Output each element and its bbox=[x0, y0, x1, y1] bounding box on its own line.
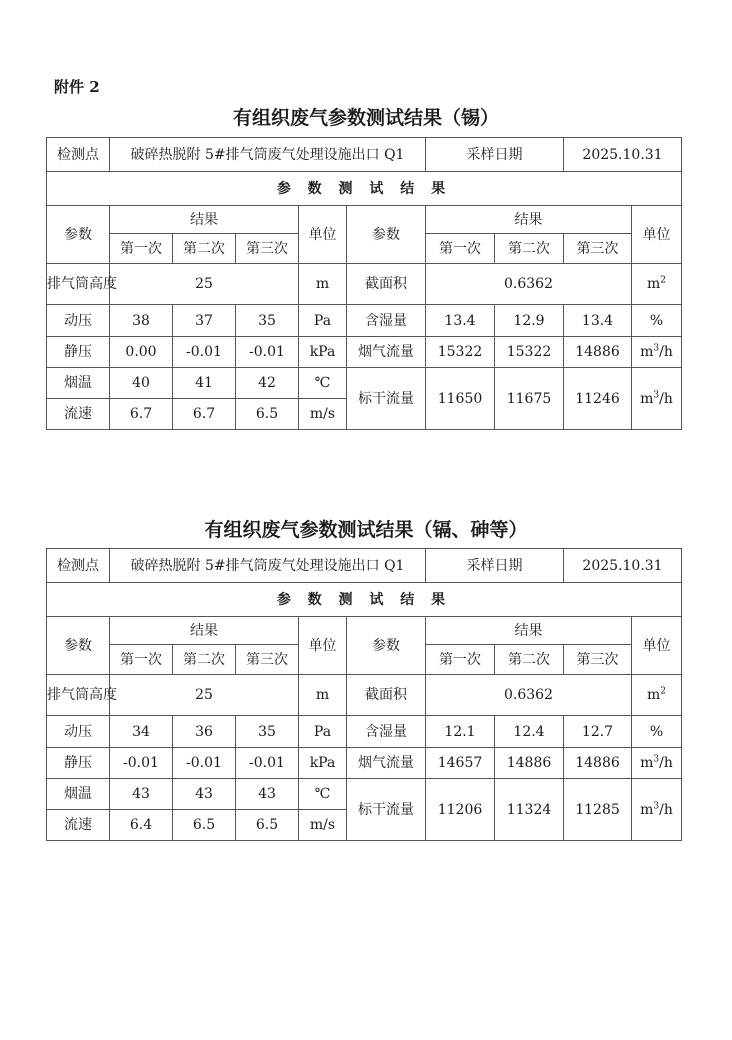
header-run2: 第二次 bbox=[173, 234, 236, 264]
cell-run2: 15322 bbox=[495, 337, 564, 368]
cell-run2: 11324 bbox=[495, 779, 564, 841]
cell-run3: 11285 bbox=[564, 779, 632, 841]
cell-run2: 6.7 bbox=[173, 399, 236, 430]
header-result: 结果 bbox=[110, 206, 299, 234]
row-label: 烟温 bbox=[47, 368, 110, 399]
row-label: 标干流量 bbox=[347, 779, 426, 841]
parameter-table bbox=[46, 137, 682, 430]
cell-unit: % bbox=[632, 305, 682, 337]
point-label: 检测点 bbox=[47, 138, 110, 172]
cell-run1: 34 bbox=[110, 716, 173, 748]
cell-run3: 43 bbox=[236, 779, 299, 810]
header-unit: 单位 bbox=[299, 206, 347, 264]
header-result: 结果 bbox=[426, 617, 632, 645]
area-unit: $m^2$ bbox=[632, 264, 682, 305]
row-label: 含湿量 bbox=[347, 716, 426, 748]
header-param: 参数 bbox=[347, 617, 426, 675]
header-run1: 第一次 bbox=[426, 234, 495, 264]
cell-unit: $m^3/h$ bbox=[632, 748, 682, 779]
area-unit: $m^2$ bbox=[632, 675, 682, 716]
header-result: 结果 bbox=[426, 206, 632, 234]
cell-run2: 37 bbox=[173, 305, 236, 337]
header-run2: 第二次 bbox=[173, 645, 236, 675]
cell-unit: kPa bbox=[299, 337, 347, 368]
cell-run3: 14886 bbox=[564, 748, 632, 779]
cell-unit: % bbox=[632, 716, 682, 748]
cell-run2: -0.01 bbox=[173, 337, 236, 368]
cell-run3: 42 bbox=[236, 368, 299, 399]
point-label: 检测点 bbox=[47, 549, 110, 583]
cell-run3: 35 bbox=[236, 716, 299, 748]
area-value: 0.6362 bbox=[426, 675, 632, 716]
cell-run2: 14886 bbox=[495, 748, 564, 779]
header-run1: 第一次 bbox=[110, 234, 173, 264]
header-param: 参数 bbox=[347, 206, 426, 264]
date-value: 2025.10.31 bbox=[564, 138, 682, 172]
cell-unit: $m^3/h$ bbox=[632, 337, 682, 368]
cell-run3: -0.01 bbox=[236, 337, 299, 368]
cell-run1: 6.4 bbox=[110, 810, 173, 841]
cell-run2: 12.9 bbox=[495, 305, 564, 337]
attachment-label: 附件 2 bbox=[54, 78, 100, 96]
point-value: 破碎热脱附 5#排气筒废气处理设施出口 Q1 bbox=[110, 138, 426, 172]
cell-run1: 12.1 bbox=[426, 716, 495, 748]
row-label: 含湿量 bbox=[347, 305, 426, 337]
row-label: 标干流量 bbox=[347, 368, 426, 430]
stack-height-value: 25 bbox=[110, 264, 299, 305]
date-label: 采样日期 bbox=[426, 549, 564, 583]
cell-unit: m/s bbox=[299, 810, 347, 841]
row-label: 动压 bbox=[47, 716, 110, 748]
cell-run2: 41 bbox=[173, 368, 236, 399]
header-result: 结果 bbox=[110, 617, 299, 645]
cell-unit: kPa bbox=[299, 748, 347, 779]
cell-unit: $m^3/h$ bbox=[632, 779, 682, 841]
cell-run2: 6.5 bbox=[173, 810, 236, 841]
cell-run1: 38 bbox=[110, 305, 173, 337]
cell-run1: 6.7 bbox=[110, 399, 173, 430]
cell-run2: 11675 bbox=[495, 368, 564, 430]
header-run3: 第三次 bbox=[564, 234, 632, 264]
cell-run1: 13.4 bbox=[426, 305, 495, 337]
date-label: 采样日期 bbox=[426, 138, 564, 172]
header-unit: 单位 bbox=[632, 617, 682, 675]
date-value: 2025.10.31 bbox=[564, 549, 682, 583]
cell-run1: 40 bbox=[110, 368, 173, 399]
cell-unit: m/s bbox=[299, 399, 347, 430]
cell-unit: $m^3/h$ bbox=[632, 368, 682, 430]
header-unit: 单位 bbox=[299, 617, 347, 675]
cell-run1: 0.00 bbox=[110, 337, 173, 368]
cell-run2: 36 bbox=[173, 716, 236, 748]
row-label: 烟气流量 bbox=[347, 337, 426, 368]
parameter-table bbox=[46, 548, 682, 841]
stack-height-label: 排气筒高度 bbox=[47, 675, 110, 716]
cell-run3: 6.5 bbox=[236, 810, 299, 841]
area-value: 0.6362 bbox=[426, 264, 632, 305]
row-label: 流速 bbox=[47, 399, 110, 430]
stack-height-unit: m bbox=[299, 264, 347, 305]
table-title: 有组织废气参数测试结果（锡） bbox=[232, 107, 499, 129]
cell-run2: -0.01 bbox=[173, 748, 236, 779]
header-run3: 第三次 bbox=[564, 645, 632, 675]
header-run2: 第二次 bbox=[495, 645, 564, 675]
cell-run1: 43 bbox=[110, 779, 173, 810]
header-run3: 第三次 bbox=[236, 234, 299, 264]
cell-run3: 14886 bbox=[564, 337, 632, 368]
area-label: 截面积 bbox=[347, 264, 426, 305]
header-param: 参数 bbox=[47, 206, 110, 264]
cell-unit: Pa bbox=[299, 716, 347, 748]
cell-run2: 12.4 bbox=[495, 716, 564, 748]
area-label: 截面积 bbox=[347, 675, 426, 716]
cell-run2: 43 bbox=[173, 779, 236, 810]
row-label: 流速 bbox=[47, 810, 110, 841]
point-value: 破碎热脱附 5#排气筒废气处理设施出口 Q1 bbox=[110, 549, 426, 583]
cell-run3: 35 bbox=[236, 305, 299, 337]
stack-height-value: 25 bbox=[110, 675, 299, 716]
section-title: 参 数 测 试 结 果 bbox=[47, 583, 682, 617]
cell-run3: 11246 bbox=[564, 368, 632, 430]
cell-run3: 12.7 bbox=[564, 716, 632, 748]
section-title: 参 数 测 试 结 果 bbox=[47, 172, 682, 206]
row-label: 动压 bbox=[47, 305, 110, 337]
cell-unit: ℃ bbox=[299, 779, 347, 810]
cell-unit: ℃ bbox=[299, 368, 347, 399]
header-run2: 第二次 bbox=[495, 234, 564, 264]
row-label: 静压 bbox=[47, 337, 110, 368]
cell-run3: 13.4 bbox=[564, 305, 632, 337]
row-label: 烟温 bbox=[47, 779, 110, 810]
header-run1: 第一次 bbox=[426, 645, 495, 675]
cell-run1: 14657 bbox=[426, 748, 495, 779]
cell-unit: Pa bbox=[299, 305, 347, 337]
header-run3: 第三次 bbox=[236, 645, 299, 675]
stack-height-unit: m bbox=[299, 675, 347, 716]
cell-run3: 6.5 bbox=[236, 399, 299, 430]
cell-run1: -0.01 bbox=[110, 748, 173, 779]
cell-run1: 15322 bbox=[426, 337, 495, 368]
cell-run1: 11650 bbox=[426, 368, 495, 430]
row-label: 静压 bbox=[47, 748, 110, 779]
header-param: 参数 bbox=[47, 617, 110, 675]
table-title: 有组织废气参数测试结果（镉、砷等） bbox=[204, 519, 528, 541]
header-unit: 单位 bbox=[632, 206, 682, 264]
header-run1: 第一次 bbox=[110, 645, 173, 675]
cell-run3: -0.01 bbox=[236, 748, 299, 779]
row-label: 烟气流量 bbox=[347, 748, 426, 779]
cell-run1: 11206 bbox=[426, 779, 495, 841]
stack-height-label: 排气筒高度 bbox=[47, 264, 110, 305]
